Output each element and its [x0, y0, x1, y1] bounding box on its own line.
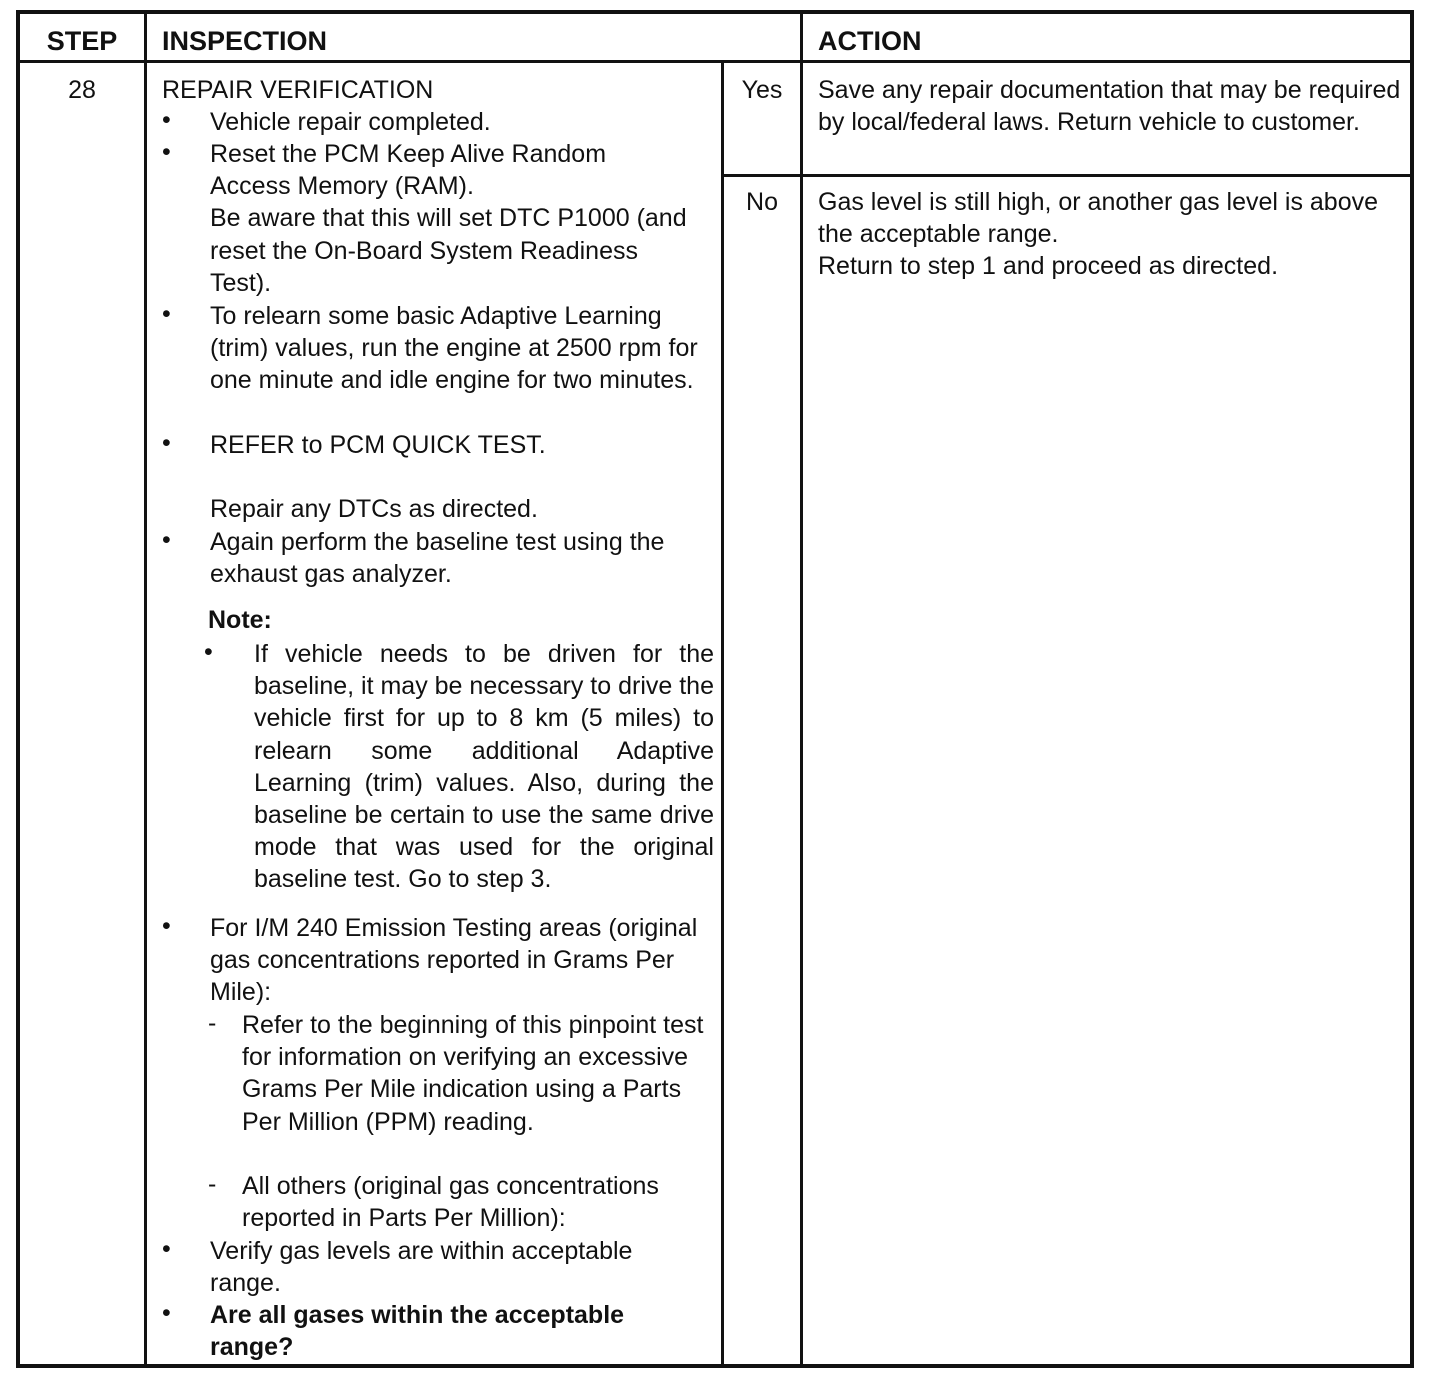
- im240-sub-item-others: All others (original gas concentrations reported in Parts Per Million):: [242, 1172, 659, 1233]
- dash: -: [208, 1009, 217, 1037]
- inspection-item-relearn: To relearn some basic Adaptive Learning (trim) values, run the engine at 2500 rpm for one minute and idle engine for two minutes.: [210, 302, 698, 395]
- yes-no-divider: [724, 174, 1410, 177]
- diagnostic-table: [16, 10, 1414, 1368]
- header-divider: [20, 60, 1410, 63]
- im240-sub-item-refer: Refer to the beginning of this pinpoint test for information on verifying an excessive Grams Per Mile indication using a Parts Per Million (PPM) reading.: [242, 1011, 704, 1136]
- step-number: 28: [68, 76, 96, 104]
- dash: -: [208, 1170, 217, 1198]
- inspection-item-baseline: Again perform the baseline test using the exhaust gas analyzer.: [210, 528, 665, 589]
- inspection-item-repair-completed: Vehicle repair completed.: [210, 108, 491, 136]
- bullet: [162, 912, 171, 941]
- action-no: Gas level is still high, or another gas level is above the acceptable range. Return to step 1 and proceed as directed.: [818, 188, 1379, 281]
- inspection-title: REPAIR VERIFICATION: [162, 76, 434, 104]
- inspection-question: Are all gases within the acceptable range?: [210, 1301, 625, 1362]
- inspection-item-im240: For I/M 240 Emission Testing areas (original gas concentrations reported in Grams Per Mile):: [210, 914, 698, 1007]
- bullet: [162, 106, 171, 135]
- inspection-item-quick-test: REFER to PCM QUICK TEST. Repair any DTCs as directed.: [210, 431, 546, 524]
- divider-answer: [721, 62, 724, 1364]
- bullet: [162, 526, 171, 555]
- header-action: ACTION: [818, 26, 922, 56]
- header-inspection: INSPECTION: [162, 26, 328, 56]
- note-title: Note:: [208, 606, 272, 634]
- inspection-item-verify: Verify gas levels are within acceptable range.: [210, 1237, 633, 1298]
- bullet: [162, 1299, 171, 1328]
- bullet: [162, 138, 171, 167]
- note-bullet: •: [204, 638, 213, 666]
- divider-inspection-action: [800, 14, 803, 1364]
- bullet: [162, 300, 171, 329]
- note-text: If vehicle needs to be driven for the baseline, it may be necessary to drive the vehicle first for up to 8 km (5 miles) to relearn some additional Adaptive Learning (trim) values. Also, during the baseline be certain to use the same drive mode that was used for the original baseline test. Go to step 3.: [254, 640, 714, 894]
- header-step: STEP: [46, 26, 118, 56]
- divider-step: [144, 14, 147, 1364]
- answer-no: No: [746, 188, 778, 216]
- action-yes: Save any repair documentation that may be required by local/federal laws. Return vehicle to customer.: [818, 76, 1401, 137]
- inspection-item-reset-pcm: Reset the PCM Keep Alive Random Access Memory (RAM). Be aware that this will set DTC P1000 (and reset the On-Board System Readiness Test).: [210, 140, 687, 297]
- answer-yes: Yes: [741, 76, 783, 104]
- bullet: [162, 1235, 171, 1264]
- bullet: [162, 429, 171, 458]
